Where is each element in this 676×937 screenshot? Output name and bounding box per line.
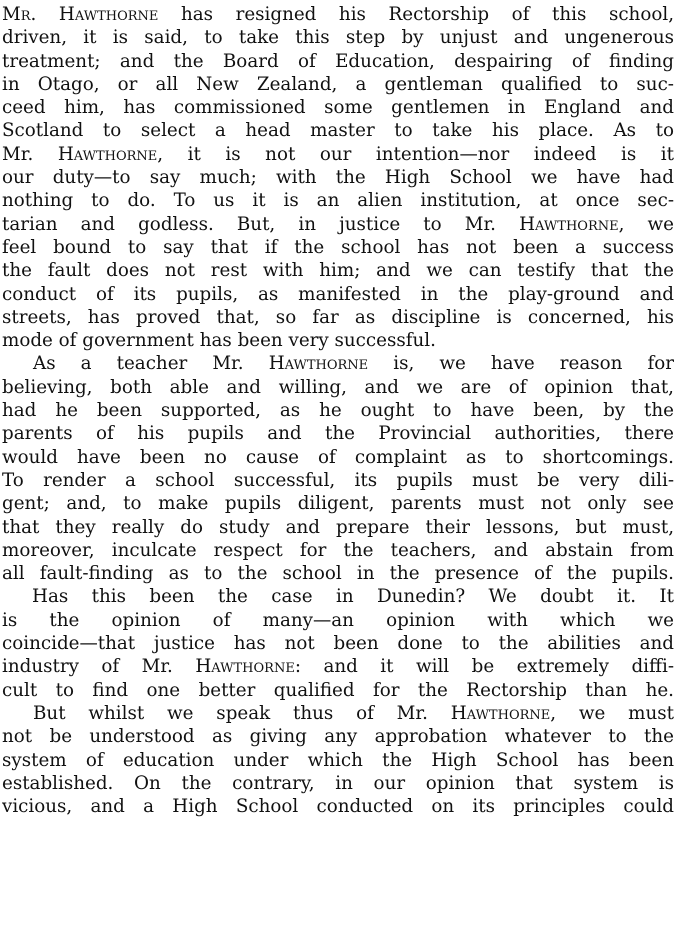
text-line: in Otago, or all New Zealand, a gentleman qualified to suc- xyxy=(2,73,674,95)
text-line: gent; and, to make pupils diligent, parents must not only see xyxy=(2,493,674,515)
text-line: cult to find one better qualified for the Rectorship than he. xyxy=(2,679,674,701)
text-line: mode of government has been very successful. xyxy=(2,330,436,352)
text-line: feel bound to say that if the school has not been a success xyxy=(2,236,674,258)
paragraph-teacher-ability xyxy=(2,352,676,585)
paragraph-dunedin-case xyxy=(2,585,676,701)
text-line: driven, it is said, to take this step by unjust and ungenerous xyxy=(2,27,674,49)
text-line: conduct of its pupils, as manifested in the play-ground and xyxy=(2,283,674,305)
text-line: our duty—to say much; with the High School we have had xyxy=(2,167,674,189)
text-line: Has this been the case in Dunedin? We doubt it. It xyxy=(32,586,674,608)
text-line: moreover, inculcate respect for the teachers, and abstain from xyxy=(2,539,674,561)
text-line: Mr. Hawthorne, it is not our intention—nor indeed is it xyxy=(2,143,674,165)
paragraph-system-of-education xyxy=(2,702,676,818)
text-line: Scotland to select a head master to take his place. As to xyxy=(2,120,674,142)
text-line: tarian and godless. But, in justice to Mr. Hawthorne, we xyxy=(2,213,674,235)
text-line: streets, has proved that, so far as discipline is concerned, his xyxy=(2,306,674,328)
text-line: To render a school successful, its pupils must be very dili- xyxy=(2,469,674,491)
text-line: Mr. Hawthorne has resigned his Rectorship of this school, xyxy=(2,4,674,25)
text-line: coincide—that justice has not been done to the abilities and xyxy=(2,633,674,655)
text-line: But whilst we speak thus of Mr. Hawthorne, we must xyxy=(33,702,674,724)
text-line: the fault does not rest with him; and we can testify that the xyxy=(2,260,674,282)
paragraph-rector-resignation xyxy=(2,3,676,352)
text-line: all fault-finding as to the school in the presence of the pupils. xyxy=(2,563,674,585)
text-line: vicious, and a High School conducted on its principles could xyxy=(2,796,674,818)
text-line: parents of his pupils and the Provincial authorities, there xyxy=(2,423,674,445)
text-line: that they really do study and prepare their lessons, but must, xyxy=(2,516,674,538)
text-line: treatment; and the Board of Education, despairing of finding xyxy=(2,50,674,72)
text-line: industry of Mr. Hawthorne: and it will be extremely diffi- xyxy=(2,656,674,678)
text-line: not be understood as giving any approbation whatever to the xyxy=(2,726,674,748)
text-line: would have been no cause of complaint as to shortcomings. xyxy=(2,446,674,468)
text-line: had he been supported, as he ought to have been, by the xyxy=(2,400,674,422)
text-line: system of education under which the High School has been xyxy=(2,749,674,771)
text-line: ceed him, has commissioned some gentlemen in England and xyxy=(2,97,674,119)
text-line: As a teacher Mr. Hawthorne is, we have reason for xyxy=(33,353,674,375)
text-line: established. On the contrary, in our opinion that system is xyxy=(2,772,674,794)
text-line: is the opinion of many—an opinion with which we xyxy=(2,609,674,631)
text-line: nothing to do. To us it is an alien institution, at once sec- xyxy=(2,190,674,212)
text-line: believing, both able and willing, and we are of opinion that, xyxy=(2,376,674,398)
